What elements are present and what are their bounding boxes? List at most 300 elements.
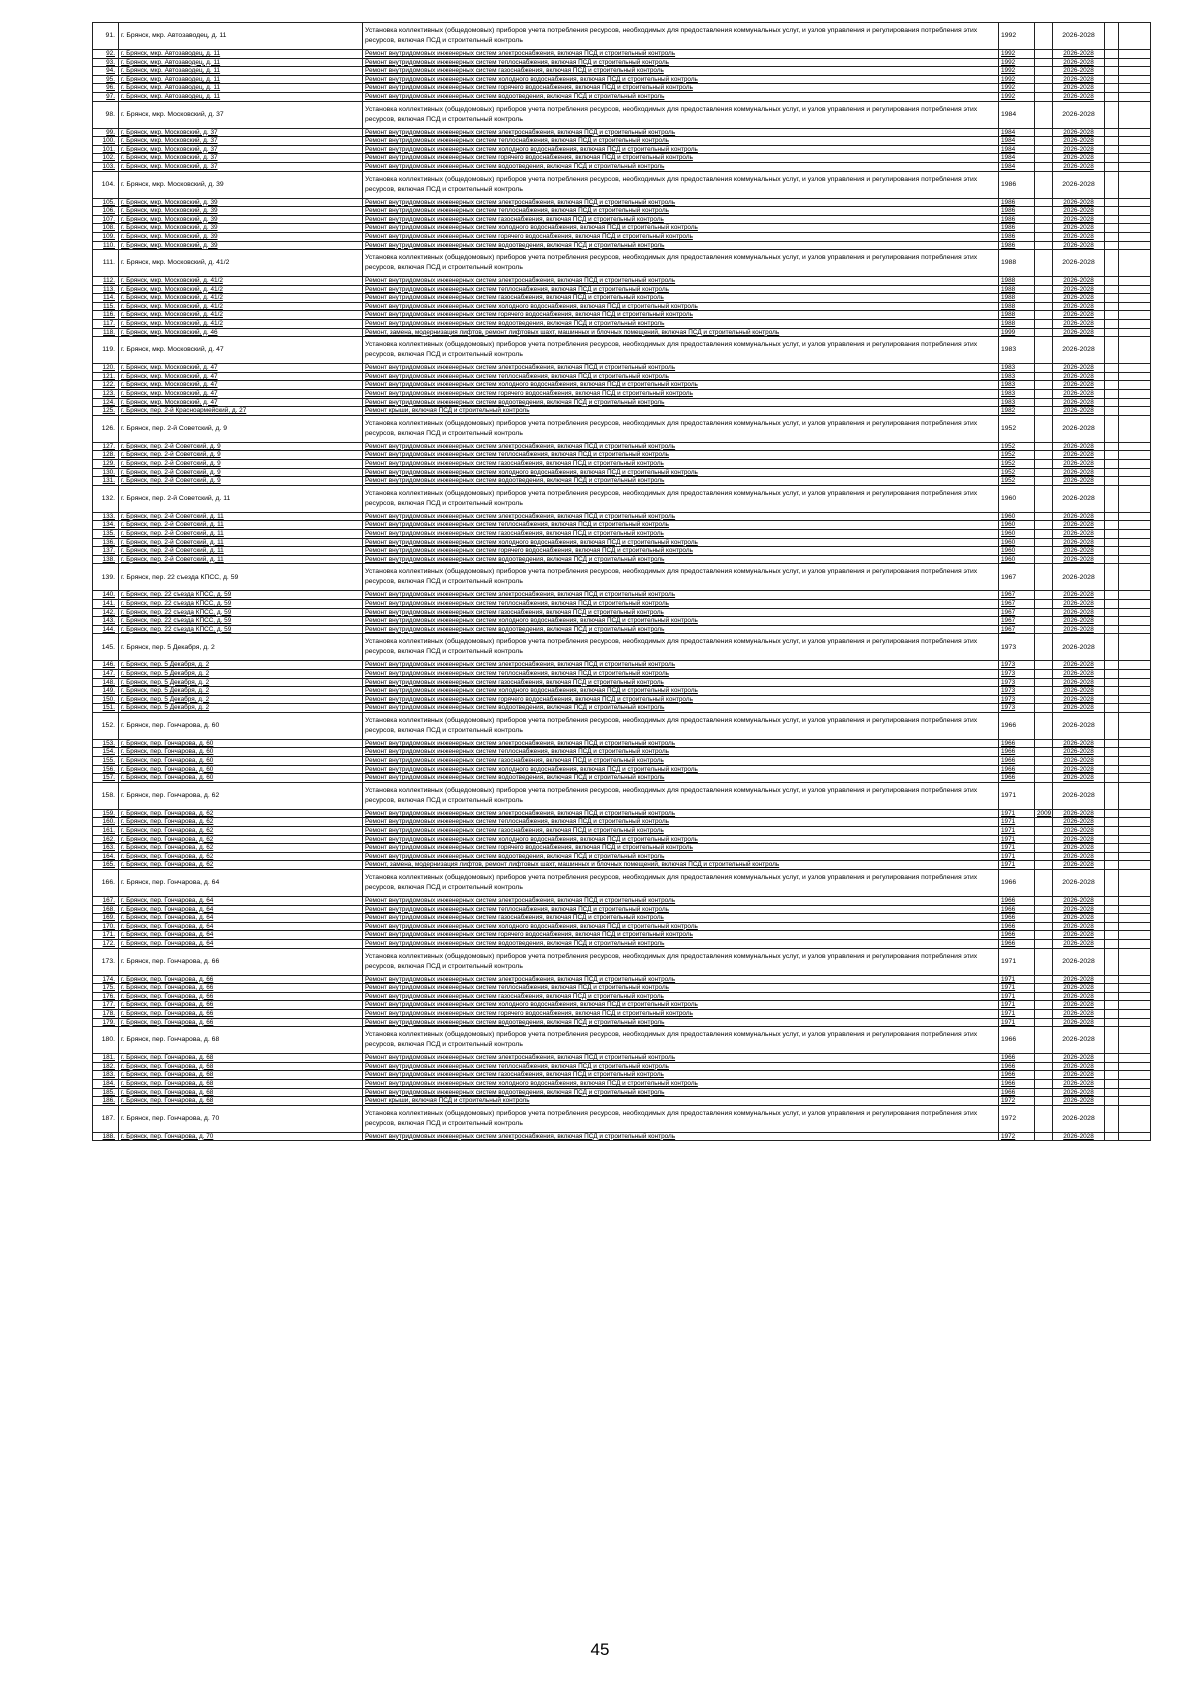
row-empty-cell — [1119, 207, 1151, 216]
row-empty-cell — [1119, 381, 1151, 390]
row-address: г. Брянск, пер. Гончарова, д. 60 — [119, 765, 363, 774]
table-row — [93, 512, 1151, 521]
row-address: г. Брянск, пер. 5 Декабря, д. 2 — [119, 678, 363, 687]
row-empty-cell — [1105, 844, 1119, 853]
row-empty-cell — [1119, 407, 1151, 416]
row-year-built: 1992 — [999, 58, 1035, 67]
row-year-built: 1983 — [999, 390, 1035, 399]
row-planned-period: 2026-2028 — [1053, 975, 1105, 984]
row-empty-cell — [1119, 512, 1151, 521]
row-address: г. Брянск, мкр. Московский, д. 41/2 — [119, 285, 363, 294]
table-row — [93, 634, 1151, 661]
row-empty-cell — [1119, 827, 1151, 836]
row-year-last-repair — [1035, 224, 1053, 233]
table-row — [93, 695, 1151, 704]
row-empty-cell — [1119, 1071, 1151, 1080]
row-number: 179. — [93, 1018, 119, 1027]
row-year-built: 1986 — [999, 224, 1035, 233]
row-empty-cell — [1119, 1001, 1151, 1010]
row-number: 184. — [93, 1079, 119, 1088]
row-address: г. Брянск, мкр. Московский, д. 47 — [119, 364, 363, 373]
row-empty-cell — [1105, 1071, 1119, 1080]
row-address: г. Брянск, мкр. Автозаводец, д. 11 — [119, 58, 363, 67]
row-address: г. Брянск, мкр. Московский, д. 41/2 — [119, 320, 363, 329]
table-row — [93, 739, 1151, 748]
row-empty-cell — [1119, 1079, 1151, 1088]
row-planned-period: 2026-2028 — [1053, 398, 1105, 407]
row-number: 125. — [93, 407, 119, 416]
row-year-last-repair — [1035, 844, 1053, 853]
row-empty-cell — [1105, 931, 1119, 940]
table-row — [93, 712, 1151, 739]
row-planned-period: 2026-2028 — [1053, 67, 1105, 76]
row-year-built: 1960 — [999, 529, 1035, 538]
row-year-last-repair — [1035, 897, 1053, 906]
row-empty-cell — [1119, 58, 1151, 67]
row-work-type: Ремонт внутридомовых инженерных систем горячего водоснабжения, включая ПСД и строительный контроль — [363, 931, 999, 940]
row-empty-cell — [1119, 485, 1151, 512]
row-year-built: 1992 — [999, 67, 1035, 76]
row-number: 94. — [93, 67, 119, 76]
row-address: г. Брянск, пер. 5 Декабря, д. 2 — [119, 661, 363, 670]
row-number: 177. — [93, 1001, 119, 1010]
table-row — [93, 1001, 1151, 1010]
row-work-type: Установка коллективных (общедомовых) приборов учета потребления ресурсов, необходимых для предоставления коммунальных услуг, и узлов управления и регулирования потребления этих ресурсов, включая ПСД и строительный контроль — [363, 712, 999, 739]
row-empty-cell — [1119, 232, 1151, 241]
row-empty-cell — [1105, 407, 1119, 416]
row-planned-period: 2026-2028 — [1053, 84, 1105, 93]
document-page — [92, 22, 1150, 1141]
row-address: г. Брянск, мкр. Автозаводец, д. 11 — [119, 92, 363, 101]
row-year-built: 1952 — [999, 451, 1035, 460]
row-year-built: 1971 — [999, 809, 1035, 818]
table-row — [93, 809, 1151, 818]
row-work-type: Ремонт внутридомовых инженерных систем теплоснабжения, включая ПСД и строительный контроль — [363, 137, 999, 146]
row-work-type: Ремонт внутридомовых инженерных систем водоотведения, включая ПСД и строительный контроль — [363, 241, 999, 250]
row-planned-period: 2026-2028 — [1053, 870, 1105, 897]
row-empty-cell — [1119, 975, 1151, 984]
row-empty-cell — [1119, 398, 1151, 407]
row-number: 162. — [93, 835, 119, 844]
row-planned-period: 2026-2028 — [1053, 232, 1105, 241]
table-row — [93, 198, 1151, 207]
row-number: 163. — [93, 844, 119, 853]
row-number: 93. — [93, 58, 119, 67]
row-number: 187. — [93, 1105, 119, 1132]
table-row — [93, 844, 1151, 853]
table-row — [93, 75, 1151, 84]
row-work-type: Установка коллективных (общедомовых) приборов учета потребления ресурсов, необходимых для предоставления коммунальных услуг, и узлов управления и регулирования потребления этих ресурсов, включая ПСД и строительный контроль — [363, 634, 999, 661]
table-row — [93, 538, 1151, 547]
row-year-last-repair — [1035, 1071, 1053, 1080]
row-address: г. Брянск, пер. Гончарова, д. 68 — [119, 1054, 363, 1063]
row-empty-cell — [1105, 608, 1119, 617]
row-number: 128. — [93, 451, 119, 460]
row-year-last-repair — [1035, 58, 1053, 67]
row-planned-period: 2026-2028 — [1053, 634, 1105, 661]
row-year-built: 1973 — [999, 687, 1035, 696]
row-year-last-repair — [1035, 1088, 1053, 1097]
row-planned-period: 2026-2028 — [1053, 224, 1105, 233]
row-address: г. Брянск, мкр. Московский, д. 47 — [119, 381, 363, 390]
row-work-type: Ремонт внутридомовых инженерных систем теплоснабжения, включая ПСД и строительный контроль — [363, 599, 999, 608]
row-year-built: 1971 — [999, 782, 1035, 809]
row-work-type: Ремонт, замена, модернизация лифтов, ремонт лифтовых шахт, машинных и блочных помещений, включая ПСД и строительный контроль — [363, 328, 999, 337]
table-row — [93, 782, 1151, 809]
row-year-built: 1983 — [999, 364, 1035, 373]
row-planned-period: 2026-2028 — [1053, 704, 1105, 713]
row-empty-cell — [1119, 1132, 1151, 1141]
row-empty-cell — [1105, 101, 1119, 128]
row-planned-period: 2026-2028 — [1053, 477, 1105, 486]
row-year-built: 1988 — [999, 285, 1035, 294]
row-planned-period: 2026-2028 — [1053, 827, 1105, 836]
table-row — [93, 992, 1151, 1001]
table-row — [93, 84, 1151, 93]
row-address: г. Брянск, пер. Гончарова, д. 70 — [119, 1132, 363, 1141]
row-work-type: Ремонт внутридомовых инженерных систем теплоснабжения, включая ПСД и строительный контроль — [363, 748, 999, 757]
row-empty-cell — [1105, 460, 1119, 469]
row-planned-period: 2026-2028 — [1053, 1001, 1105, 1010]
row-address: г. Брянск, пер. Гончарова, д. 68 — [119, 1062, 363, 1071]
table-row — [93, 215, 1151, 224]
row-work-type: Ремонт внутридомовых инженерных систем газоснабжения, включая ПСД и строительный контроль — [363, 827, 999, 836]
row-year-built: 1971 — [999, 827, 1035, 836]
row-year-last-repair — [1035, 1009, 1053, 1018]
table-row — [93, 608, 1151, 617]
row-work-type: Ремонт внутридомовых инженерных систем газоснабжения, включая ПСД и строительный контроль — [363, 67, 999, 76]
row-number: 155. — [93, 757, 119, 766]
table-row — [93, 1071, 1151, 1080]
row-empty-cell — [1119, 145, 1151, 154]
row-work-type: Ремонт внутридомовых инженерных систем газоснабжения, включая ПСД и строительный контроль — [363, 914, 999, 923]
row-empty-cell — [1119, 914, 1151, 923]
row-address: г. Брянск, мкр. Московский, д. 37 — [119, 162, 363, 171]
row-empty-cell — [1119, 774, 1151, 783]
row-year-built: 1992 — [999, 23, 1035, 50]
row-year-last-repair — [1035, 198, 1053, 207]
table-row — [93, 1105, 1151, 1132]
table-row — [93, 748, 1151, 757]
row-empty-cell — [1119, 75, 1151, 84]
table-row — [93, 241, 1151, 250]
row-number: 176. — [93, 992, 119, 1001]
row-year-last-repair — [1035, 485, 1053, 512]
row-empty-cell — [1105, 207, 1119, 216]
row-planned-period: 2026-2028 — [1053, 687, 1105, 696]
row-empty-cell — [1119, 460, 1151, 469]
row-year-built: 1971 — [999, 818, 1035, 827]
table-row — [93, 774, 1151, 783]
row-empty-cell — [1105, 939, 1119, 948]
row-year-last-repair — [1035, 529, 1053, 538]
row-planned-period: 2026-2028 — [1053, 92, 1105, 101]
row-number: 117. — [93, 320, 119, 329]
row-work-type: Ремонт внутридомовых инженерных систем электроснабжения, включая ПСД и строительный контроль — [363, 591, 999, 600]
row-empty-cell — [1119, 198, 1151, 207]
row-number: 141. — [93, 599, 119, 608]
row-year-last-repair — [1035, 1132, 1053, 1141]
row-empty-cell — [1105, 451, 1119, 460]
row-number: 107. — [93, 215, 119, 224]
row-number: 106. — [93, 207, 119, 216]
row-empty-cell — [1105, 250, 1119, 277]
row-year-built: 1971 — [999, 992, 1035, 1001]
row-work-type: Ремонт внутридомовых инженерных систем теплоснабжения, включая ПСД и строительный контроль — [363, 984, 999, 993]
row-year-built: 1966 — [999, 905, 1035, 914]
row-work-type: Ремонт внутридомовых инженерных систем горячего водоснабжения, включая ПСД и строительный контроль — [363, 154, 999, 163]
row-address: г. Брянск, пер. 2-й Советский, д. 9 — [119, 415, 363, 442]
row-work-type: Ремонт внутридомовых инженерных систем теплоснабжения, включая ПСД и строительный контроль — [363, 1062, 999, 1071]
row-planned-period: 2026-2028 — [1053, 328, 1105, 337]
row-empty-cell — [1119, 137, 1151, 146]
table-row — [93, 1018, 1151, 1027]
table-row — [93, 625, 1151, 634]
row-planned-period: 2026-2028 — [1053, 538, 1105, 547]
row-year-last-repair — [1035, 852, 1053, 861]
row-address: г. Брянск, мкр. Московский, д. 39 — [119, 207, 363, 216]
row-address: г. Брянск, мкр. Московский, д. 37 — [119, 128, 363, 137]
row-address: г. Брянск, мкр. Московский, д. 37 — [119, 154, 363, 163]
row-number: 115. — [93, 302, 119, 311]
row-year-built: 1971 — [999, 1001, 1035, 1010]
row-empty-cell — [1119, 617, 1151, 626]
row-year-last-repair — [1035, 712, 1053, 739]
row-year-last-repair — [1035, 765, 1053, 774]
row-year-built: 1983 — [999, 337, 1035, 364]
row-empty-cell — [1119, 547, 1151, 556]
row-empty-cell — [1105, 415, 1119, 442]
row-address: г. Брянск, мкр. Автозаводец, д. 11 — [119, 23, 363, 50]
table-row — [93, 599, 1151, 608]
row-work-type: Ремонт внутридомовых инженерных систем горячего водоснабжения, включая ПСД и строительный контроль — [363, 390, 999, 399]
row-year-built: 1967 — [999, 617, 1035, 626]
row-planned-period: 2026-2028 — [1053, 381, 1105, 390]
table-row — [93, 1088, 1151, 1097]
row-planned-period: 2026-2028 — [1053, 678, 1105, 687]
row-year-built: 1971 — [999, 975, 1035, 984]
row-number: 146. — [93, 661, 119, 670]
row-number: 161. — [93, 827, 119, 836]
row-year-last-repair — [1035, 145, 1053, 154]
row-planned-period: 2026-2028 — [1053, 712, 1105, 739]
row-empty-cell — [1105, 390, 1119, 399]
row-year-last-repair — [1035, 984, 1053, 993]
row-planned-period: 2026-2028 — [1053, 835, 1105, 844]
table-row — [93, 407, 1151, 416]
row-address: г. Брянск, мкр. Московский, д. 37 — [119, 145, 363, 154]
row-year-last-repair — [1035, 415, 1053, 442]
table-row — [93, 669, 1151, 678]
row-work-type: Ремонт внутридомовых инженерных систем газоснабжения, включая ПСД и строительный контроль — [363, 294, 999, 303]
table-row — [93, 1054, 1151, 1063]
row-year-built: 1992 — [999, 84, 1035, 93]
row-empty-cell — [1105, 398, 1119, 407]
row-address: г. Брянск, мкр. Московский, д. 39 — [119, 232, 363, 241]
row-work-type: Ремонт внутридомовых инженерных систем холодного водоснабжения, включая ПСД и строительный контроль — [363, 468, 999, 477]
row-address: г. Брянск, пер. 2-й Советский, д. 11 — [119, 485, 363, 512]
row-address: г. Брянск, пер. Гончарова, д. 60 — [119, 739, 363, 748]
row-planned-period: 2026-2028 — [1053, 547, 1105, 556]
row-empty-cell — [1105, 529, 1119, 538]
row-planned-period: 2026-2028 — [1053, 1018, 1105, 1027]
row-work-type: Ремонт внутридомовых инженерных систем газоснабжения, включая ПСД и строительный контроль — [363, 992, 999, 1001]
table-body — [93, 23, 1151, 1141]
row-empty-cell — [1119, 922, 1151, 931]
row-planned-period: 2026-2028 — [1053, 757, 1105, 766]
table-row — [93, 232, 1151, 241]
row-empty-cell — [1119, 328, 1151, 337]
table-row — [93, 555, 1151, 564]
row-empty-cell — [1119, 1062, 1151, 1071]
row-year-last-repair — [1035, 285, 1053, 294]
row-work-type: Установка коллективных (общедомовых) приборов учета потребления ресурсов, необходимых для предоставления коммунальных услуг, и узлов управления и регулирования потребления этих ресурсов, включая ПСД и строительный контроль — [363, 564, 999, 591]
table-row — [93, 922, 1151, 931]
row-work-type: Установка коллективных (общедомовых) приборов учета потребления ресурсов, необходимых для предоставления коммунальных услуг, и узлов управления и регулирования потребления этих ресурсов, включая ПСД и строительный контроль — [363, 870, 999, 897]
row-empty-cell — [1105, 294, 1119, 303]
row-number: 92. — [93, 50, 119, 59]
row-work-type: Ремонт внутридомовых инженерных систем холодного водоснабжения, включая ПСД и строительный контроль — [363, 302, 999, 311]
row-work-type: Ремонт внутридомовых инженерных систем теплоснабжения, включая ПСД и строительный контроль — [363, 58, 999, 67]
row-year-last-repair — [1035, 67, 1053, 76]
row-planned-period: 2026-2028 — [1053, 364, 1105, 373]
row-address: г. Брянск, пер. 22 съезда КПСС, д. 59 — [119, 591, 363, 600]
row-planned-period: 2026-2028 — [1053, 198, 1105, 207]
row-planned-period: 2026-2028 — [1053, 128, 1105, 137]
row-empty-cell — [1119, 599, 1151, 608]
table-row — [93, 451, 1151, 460]
row-year-last-repair — [1035, 442, 1053, 451]
row-year-built: 1967 — [999, 625, 1035, 634]
row-planned-period: 2026-2028 — [1053, 302, 1105, 311]
row-work-type: Ремонт внутридомовых инженерных систем теплоснабжения, включая ПСД и строительный контроль — [363, 669, 999, 678]
row-empty-cell — [1105, 320, 1119, 329]
row-work-type: Ремонт, замена, модернизация лифтов, ремонт лифтовых шахт, машинных и блочных помещений, включая ПСД и строительный контроль — [363, 861, 999, 870]
row-year-last-repair — [1035, 390, 1053, 399]
row-address: г. Брянск, мкр. Московский, д. 41/2 — [119, 311, 363, 320]
row-empty-cell — [1105, 1097, 1119, 1106]
row-number: 109. — [93, 232, 119, 241]
row-address: г. Брянск, пер. 22 съезда КПСС, д. 59 — [119, 608, 363, 617]
row-address: г. Брянск, пер. 2-й Советский, д. 9 — [119, 442, 363, 451]
row-year-built: 1966 — [999, 1071, 1035, 1080]
row-number: 102. — [93, 154, 119, 163]
row-work-type: Ремонт крыши, включая ПСД и строительный контроль — [363, 407, 999, 416]
row-empty-cell — [1119, 782, 1151, 809]
table-row — [93, 311, 1151, 320]
table-row — [93, 1132, 1151, 1141]
row-address: г. Брянск, мкр. Московский, д. 39 — [119, 171, 363, 198]
row-planned-period: 2026-2028 — [1053, 23, 1105, 50]
row-work-type: Ремонт внутридомовых инженерных систем водоотведения, включая ПСД и строительный контроль — [363, 320, 999, 329]
row-address: г. Брянск, пер. 2-й Советский, д. 11 — [119, 555, 363, 564]
row-work-type: Установка коллективных (общедомовых) приборов учета потребления ресурсов, необходимых для предоставления коммунальных услуг, и узлов управления и регулирования потребления этих ресурсов, включая ПСД и строительный контроль — [363, 782, 999, 809]
row-empty-cell — [1105, 591, 1119, 600]
row-empty-cell — [1119, 905, 1151, 914]
row-number: 150. — [93, 695, 119, 704]
row-number: 152. — [93, 712, 119, 739]
row-year-last-repair — [1035, 277, 1053, 286]
row-empty-cell — [1105, 67, 1119, 76]
row-empty-cell — [1105, 23, 1119, 50]
row-planned-period: 2026-2028 — [1053, 241, 1105, 250]
row-empty-cell — [1105, 835, 1119, 844]
row-empty-cell — [1105, 198, 1119, 207]
table-row — [93, 861, 1151, 870]
row-address: г. Брянск, мкр. Московский, д. 46 — [119, 328, 363, 337]
row-empty-cell — [1119, 608, 1151, 617]
row-number: 175. — [93, 984, 119, 993]
table-row — [93, 67, 1151, 76]
table-row — [93, 852, 1151, 861]
row-year-last-repair — [1035, 1062, 1053, 1071]
row-empty-cell — [1105, 381, 1119, 390]
table-row — [93, 364, 1151, 373]
row-empty-cell — [1119, 687, 1151, 696]
row-work-type: Ремонт внутридомовых инженерных систем газоснабжения, включая ПСД и строительный контроль — [363, 678, 999, 687]
table-row — [93, 687, 1151, 696]
row-address: г. Брянск, пер. 5 Декабря, д. 2 — [119, 634, 363, 661]
row-address: г. Брянск, мкр. Московский, д. 37 — [119, 101, 363, 128]
row-empty-cell — [1119, 695, 1151, 704]
row-address: г. Брянск, пер. Гончарова, д. 62 — [119, 852, 363, 861]
row-number: 185. — [93, 1088, 119, 1097]
row-work-type: Ремонт внутридомовых инженерных систем холодного водоснабжения, включая ПСД и строительный контроль — [363, 1079, 999, 1088]
row-work-type: Ремонт внутридомовых инженерных систем горячего водоснабжения, включая ПСД и строительный контроль — [363, 311, 999, 320]
row-planned-period: 2026-2028 — [1053, 617, 1105, 626]
row-empty-cell — [1105, 782, 1119, 809]
row-planned-period: 2026-2028 — [1053, 608, 1105, 617]
row-year-built: 1966 — [999, 712, 1035, 739]
row-empty-cell — [1119, 521, 1151, 530]
table-row — [93, 765, 1151, 774]
row-work-type: Ремонт внутридомовых инженерных систем водоотведения, включая ПСД и строительный контроль — [363, 1018, 999, 1027]
row-empty-cell — [1105, 827, 1119, 836]
row-empty-cell — [1119, 162, 1151, 171]
row-year-last-repair — [1035, 137, 1053, 146]
row-empty-cell — [1105, 128, 1119, 137]
row-empty-cell — [1119, 451, 1151, 460]
row-year-built: 1966 — [999, 1054, 1035, 1063]
row-empty-cell — [1119, 128, 1151, 137]
row-empty-cell — [1119, 529, 1151, 538]
row-planned-period: 2026-2028 — [1053, 101, 1105, 128]
row-empty-cell — [1105, 695, 1119, 704]
row-number: 168. — [93, 905, 119, 914]
row-empty-cell — [1119, 442, 1151, 451]
row-year-last-repair — [1035, 931, 1053, 940]
row-work-type: Ремонт внутридомовых инженерных систем холодного водоснабжения, включая ПСД и строительный контроль — [363, 538, 999, 547]
row-planned-period: 2026-2028 — [1053, 599, 1105, 608]
row-planned-period: 2026-2028 — [1053, 390, 1105, 399]
row-empty-cell — [1119, 669, 1151, 678]
table-row — [93, 547, 1151, 556]
row-number: 95. — [93, 75, 119, 84]
row-work-type: Установка коллективных (общедомовых) приборов учета потребления ресурсов, необходимых для предоставления коммунальных услуг, и узлов управления и регулирования потребления этих ресурсов, включая ПСД и строительный контроль — [363, 415, 999, 442]
row-empty-cell — [1105, 468, 1119, 477]
row-year-built: 1971 — [999, 844, 1035, 853]
row-work-type: Ремонт внутридомовых инженерных систем холодного водоснабжения, включая ПСД и строительный контроль — [363, 224, 999, 233]
row-address: г. Брянск, пер. 2-й Красноармейский, д. 27 — [119, 407, 363, 416]
row-address: г. Брянск, пер. Гончарова, д. 62 — [119, 861, 363, 870]
row-planned-period: 2026-2028 — [1053, 171, 1105, 198]
row-planned-period: 2026-2028 — [1053, 661, 1105, 670]
row-number: 156. — [93, 765, 119, 774]
row-work-type: Ремонт внутридомовых инженерных систем водоотведения, включая ПСД и строительный контроль — [363, 477, 999, 486]
row-address: г. Брянск, пер. 5 Декабря, д. 2 — [119, 687, 363, 696]
row-year-last-repair — [1035, 372, 1053, 381]
row-empty-cell — [1105, 809, 1119, 818]
